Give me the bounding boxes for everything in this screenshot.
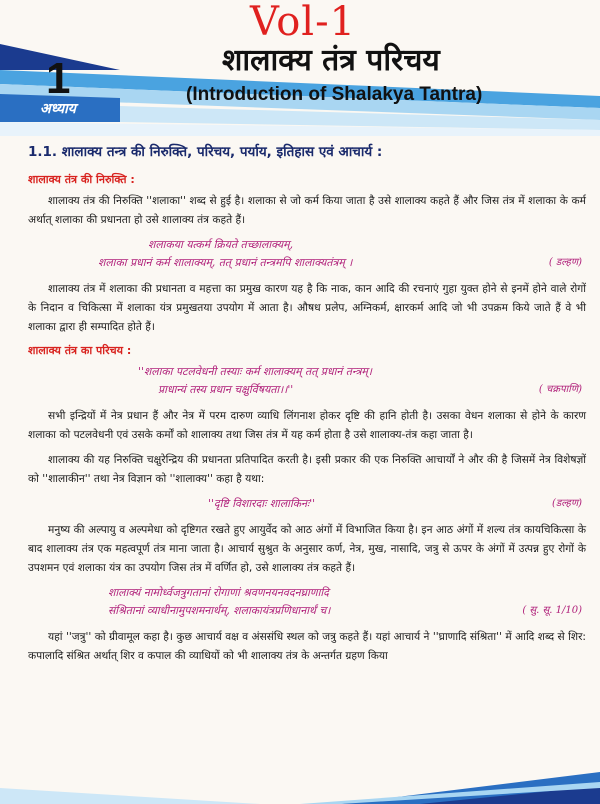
verse-4-line-1: शालाक्यं नामोर्ध्वजत्रुगतानां रोगाणां श्रवणनयनवदनघ्राणादि xyxy=(108,586,329,599)
chapter-title-hindi: शालाक्य तंत्र परिचय xyxy=(222,43,440,78)
verse-3-text: ''दृष्टि विशारदाः शालाकिनः'' xyxy=(208,497,316,510)
chapter-title-english: (Introduction of Shalakya Tantra) xyxy=(186,84,483,105)
verse-4 xyxy=(28,584,586,620)
paragraph-2: शालाक्य तंत्र में शलाका की प्रधानता व महत्ता का प्रमुख कारण यह है कि नाक, कान आदि की रचनाएं गुहा युक्त होने से इनमें होने वाले रोगों के निदान व चिकित्सा में शलाका यंत्र प्रमुखतया उपयोग में आता है। औषध प्रलेप, अग्निकर्म, क्षारकर्म आदि जो भी उपक्रम किये जाते हैं वे भी शलाका द्वारा ही सम्पादित होते हैं। xyxy=(28,283,586,333)
nirukti-heading: शालाक्य तंत्र की निरुक्ति : xyxy=(28,173,135,186)
verse-1-line-2-text: शलाका प्रधानं कर्म शालाक्यम्, तत् प्रधानं तन्त्रमपि शालाक्यतंत्रम् । xyxy=(98,256,353,269)
footer-banner-art xyxy=(0,768,600,804)
verse-2-line-2 xyxy=(28,381,586,399)
page-content xyxy=(28,142,586,672)
verse-1-reference: ( डल्हण) xyxy=(548,257,582,268)
verse-4-line-2-text: संश्रितानां व्याधीनामुपशमनार्थम्, शलाकायंत्रप्रणिधानार्थं च। xyxy=(108,604,331,617)
verse-1-line-2 xyxy=(28,254,586,272)
chapter-number: 1 xyxy=(46,54,71,103)
verse-3 xyxy=(28,495,586,513)
paragraph-4: शालाक्य की यह निरुक्ति चक्षुरेन्द्रिय की प्रधानता प्रतिपादित करती है। इसी प्रकार की एक निरुक्ति आचार्यों ने और की है जिसमें नेत्र विशेषज्ञों को ''शालाकीन'' तथा नेत्र विज्ञान को ''शालाक्य'' कहा है यथा: xyxy=(28,454,586,485)
verse-3-reference: (डल्हण) xyxy=(551,498,582,509)
verse-1 xyxy=(28,236,586,272)
verse-2-reference: ( चक्रपाणि) xyxy=(538,384,582,395)
chapter-word-label: अध्याय xyxy=(40,101,76,117)
section-heading: 1.1. शालाक्य तन्त्र की निरुक्ति, परिचय, पर्याय, इतिहास एवं आचार्य : xyxy=(28,144,383,160)
verse-2-line-2-text: प्राधान्यं तस्य प्रधान चक्षुर्विषयता।।'' xyxy=(158,383,294,396)
verse-1-line-1: शलाकया यत्कर्म क्रियते तच्छालाक्यम्, xyxy=(148,238,294,251)
verse-2-line-1: ''शलाका पटलवेधनी तस्याः कर्म शालाक्यम् तत् प्रधानं तन्त्रम्। xyxy=(138,365,372,378)
volume-label: Vol-1 xyxy=(250,0,357,45)
paragraph-3: सभी इन्द्रियों में नेत्र प्रधान हैं और नेत्र में परम दारुण व्याधि लिंगनाश होकर दृष्टि की हानि होती है। उसका वेधन शलाका से होने के कारण शलाका को पटलवेधनी एवं उसके कर्मों को शालाक्य तथा जिस तंत्र में यह कर्म होता है उसे शालाक्य-तंत्र कहा जाता है। xyxy=(28,410,586,441)
parichay-heading: शालाक्य तंत्र का परिचय : xyxy=(28,344,132,357)
paragraph-6: यहां ''जत्रु'' को ग्रीवामूल कहा है। कुछ आचार्य वक्ष व अंससंधि स्थल को जत्रु कहते हैं। यहां आचार्य ने ''घ्राणादि संश्रिता'' में आदि शब्द से शिर: कपालादि संश्रित अर्थात् शिर व कपाल की व्याधियों को भी शालाक्य तंत्र के अन्तर्गत ग्रहण किया xyxy=(28,631,586,662)
verse-3-line xyxy=(28,495,586,513)
verse-2 xyxy=(28,363,586,399)
paragraph-5: मनुष्य की अल्पायु व अल्पमेधा को दृष्टिगत रखते हुए आयुर्वेद को आठ अंगों में विभाजित किया है। इन आठ अंगों में शल्य तंत्र कायचिकित्सा के बाद शालाक्य तंत्र एक महत्वपूर्ण तंत्र माना जाता है। आचार्य सुश्रुत के अनुसार कर्ण, नेत्र, मुख, नासादि, जत्रु से ऊपर के अंगों में उत्पन्न हुए रोगों के उपशमन एवं शलाका यंत्र का उपयोग जिस तंत्र में वर्णित हो, उसे शालाक्य तंत्र कहते हैं। xyxy=(28,524,586,574)
verse-4-reference: ( सु. सू. 1/10) xyxy=(522,605,582,616)
paragraph-1: शालाक्य तंत्र की निरुक्ति ''शलाका'' शब्द से हुई है। शलाका से जो कर्म किया जाता है उसे शालाक्य कहते हैं और जिस तंत्र में शलाका के कर्म अर्थात् शलाका की प्रधानता हो उसे शालाक्य तंत्र कहते हैं। xyxy=(28,195,586,226)
verse-4-line-2 xyxy=(28,602,586,620)
